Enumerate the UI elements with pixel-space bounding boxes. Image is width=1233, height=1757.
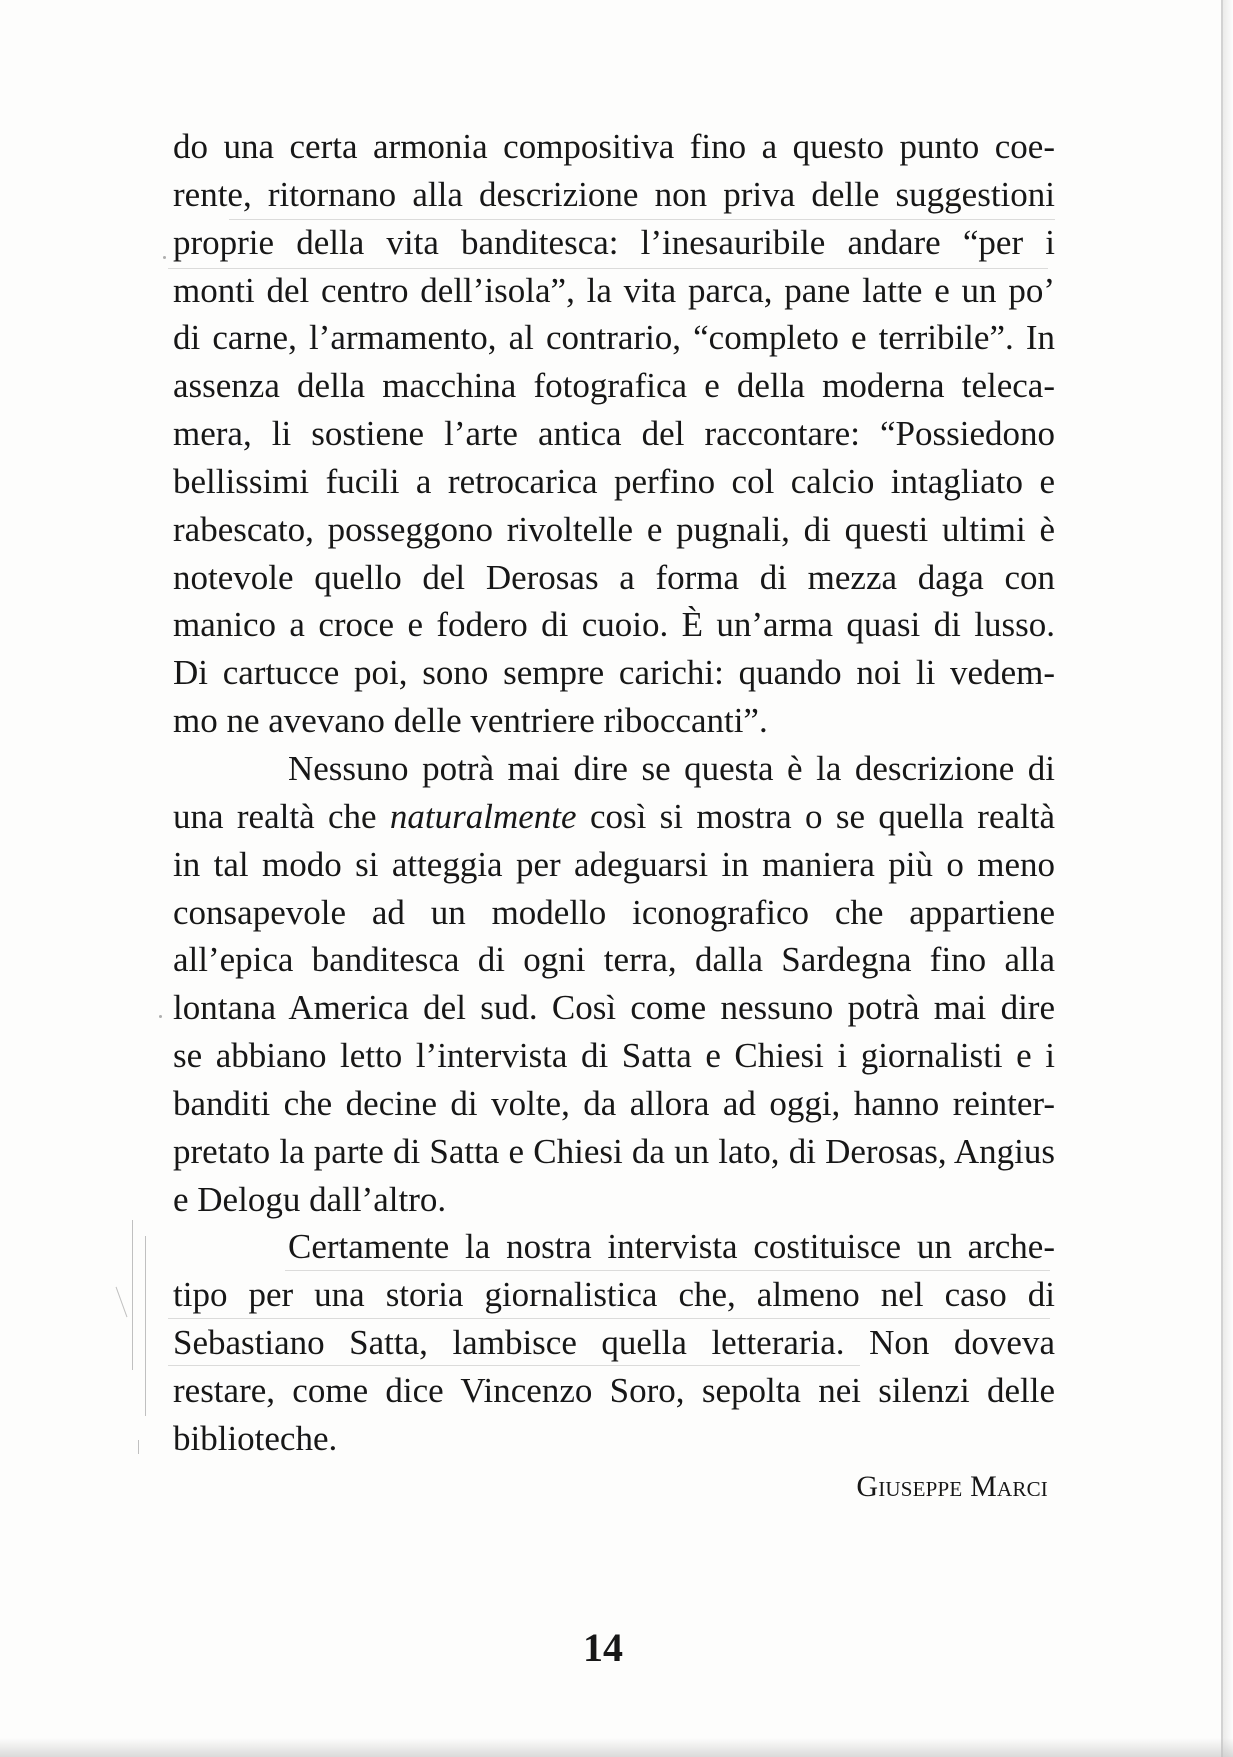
text-line: all’epica banditesca di ogni terra, dalla Sardegna fino alla <box>173 940 1055 980</box>
text-line: lontana America del sud. Così come nessuno potrà mai dire <box>173 988 1055 1028</box>
paragraph-1 <box>173 123 1055 745</box>
pencil-margin-mark <box>116 1287 128 1317</box>
text-line: Sebastiano Satta, lambisce quella letteraria. Non doveva <box>173 1323 1055 1363</box>
scan-speck <box>163 256 166 259</box>
text-line: di carne, l’armamento, al contrario, “completo e terribile”. In <box>173 318 1055 358</box>
text-line: assenza della macchina fotografica e della moderna teleca- <box>173 366 1055 406</box>
text-line: restare, come dice Vincenzo Soro, sepolta nei silenzi delle <box>173 1370 1055 1410</box>
text-line: mo ne avevano delle ventriere riboccanti”. <box>173 701 768 741</box>
text-line: pretato la parte di Satta e Chiesi da un lato, di Derosas, Angius <box>173 1131 1055 1171</box>
text-line: banditi che decine di volte, da allora ad oggi, hanno reinter- <box>173 1083 1055 1123</box>
body-text <box>173 123 1055 1510</box>
text-line: rabescato, posseggono rivoltelle e pugnali, di questi ultimi è <box>173 509 1055 549</box>
text-segment: così si mostra o se quella realtà <box>589 796 1056 836</box>
text-line: manico a croce e fodero di cuoio. È un’arma quasi di lusso. <box>173 605 1055 645</box>
page-bottom-shadow <box>0 1738 1233 1757</box>
page-number: 14 <box>583 1625 623 1670</box>
text-line: e Delogu dall’altro. <box>173 1179 447 1219</box>
text-line: consapevole ad un modello iconografico che appartiene <box>173 892 1055 932</box>
text-line: Di cartucce poi, sono sempre carichi: quando noi li vedem- <box>173 653 1055 693</box>
text-line: Certamente la nostra intervista costituisce un arche- <box>288 1227 1055 1267</box>
text-line: Nessuno potrà mai dire se questa è la descrizione di <box>288 748 1055 788</box>
pencil-margin-mark <box>145 1236 146 1416</box>
author-signature: Giuseppe Marci <box>856 1469 1048 1503</box>
pencil-margin-mark <box>138 1440 139 1454</box>
text-line: tipo per una storia giornalistica che, almeno nel caso di <box>173 1275 1055 1315</box>
text-line: rente, ritornano alla descrizione non priva delle suggestioni <box>173 174 1055 214</box>
text-line: monti del centro dell’isola”, la vita parca, pane latte e un po’ <box>173 270 1055 310</box>
text-line <box>173 793 1055 841</box>
scan-speck <box>159 1015 162 1018</box>
page-edge-shadow <box>1223 0 1233 1757</box>
text-line: proprie della vita banditesca: l’inesauribile andare “per i <box>173 222 1055 262</box>
text-line: biblioteche. <box>173 1418 338 1458</box>
text-line: se abbiano letto l’intervista di Satta e Chiesi i giornalisti e i <box>173 1036 1055 1076</box>
text-line: bellissimi fucili a retrocarica perfino col calcio intagliato e <box>173 461 1055 501</box>
paragraph-2 <box>173 745 1055 1223</box>
paragraph-3 <box>173 1223 1055 1462</box>
emphasis-word: naturalmente <box>389 796 577 836</box>
text-line: mera, li sostiene l’arte antica del raccontare: “Possiedono <box>173 414 1055 454</box>
text-line: do una certa armonia compositiva fino a questo punto coe- <box>173 127 1055 166</box>
text-segment: una realtà che <box>173 796 377 836</box>
text-line: in tal modo si atteggia per adeguarsi in maniera più o meno <box>173 844 1055 884</box>
pencil-margin-mark <box>132 1220 133 1370</box>
text-line: notevole quello del Derosas a forma di mezza daga con <box>173 557 1055 597</box>
